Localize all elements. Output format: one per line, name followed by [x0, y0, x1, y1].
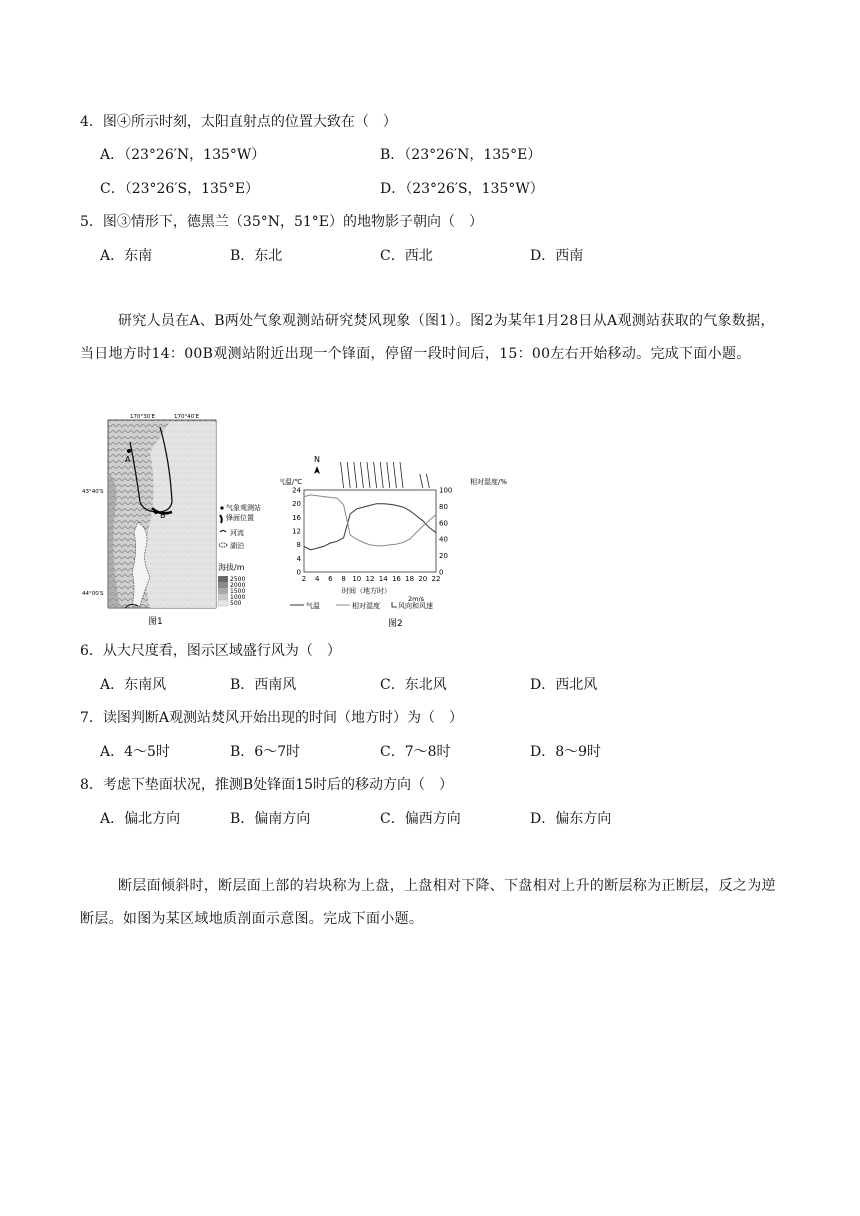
- wind-arrow-0: [341, 462, 344, 488]
- elev-1000: 1000: [230, 594, 246, 601]
- north-label: N: [314, 455, 320, 464]
- lon-label-1: 170°30′E: [130, 414, 155, 420]
- station-b-marker: [154, 510, 158, 514]
- q8-option-a: A．偏北方向: [100, 811, 181, 827]
- q7-option-c: C．7～8时: [380, 744, 451, 760]
- y-right-tick-2: 40: [439, 535, 448, 544]
- q6-option-a: A．东南风: [100, 677, 167, 693]
- y-right-tick-5: 100: [439, 486, 453, 495]
- x-tick-2: 6: [328, 575, 333, 583]
- figure-1-map: [80, 412, 270, 632]
- legend-front: 锋面位置: [226, 514, 254, 522]
- label-a: A: [125, 455, 131, 464]
- lat-label-1: 43°40′S: [82, 489, 104, 495]
- q7-option-d: D．8～9时: [530, 744, 602, 760]
- legend-temperature: 气温: [306, 602, 320, 610]
- q5-option-c: C．西北: [380, 248, 433, 264]
- wind-arrow-4: [367, 462, 370, 488]
- q7-option-b: B．6～7时: [230, 744, 301, 760]
- q5-option-b: B．东北: [230, 248, 283, 264]
- x-axis-label: 时间（地方时）: [342, 587, 391, 595]
- y-left-tick-5: 20: [292, 500, 301, 509]
- y-right-tick-4: 80: [439, 502, 448, 511]
- x-tick-6: 14: [378, 575, 388, 583]
- wind-arrow-6: [380, 462, 383, 488]
- q6-option-b: B．西南风: [230, 677, 297, 693]
- x-tick-9: 20: [418, 575, 428, 583]
- x-tick-5: 12: [365, 575, 375, 583]
- q6-option-c: C．东北风: [380, 677, 447, 693]
- wind-arrow-9: [400, 462, 403, 488]
- figure-2-chart: [280, 440, 520, 632]
- q8-option-d: D．偏东方向: [530, 811, 612, 827]
- q7-option-a: A．4～5时: [100, 744, 170, 760]
- station-a-marker: [127, 449, 131, 453]
- y-right-tick-1: 20: [439, 552, 448, 561]
- passage-fault: 断层面倾斜时，断层面上部的岩块称为上盘，上盘相对下降、下盘相对上升的断层称为正断层，反之为逆断层。如图为某区域地质剖面示意图。完成下面小题。: [80, 878, 776, 927]
- wind-arrow-11: [426, 474, 429, 488]
- q4-option-c: C．（23°26′S，135°E）: [100, 181, 260, 197]
- y-right-ticks: [439, 487, 452, 577]
- q8-option-c: C．偏西方向: [380, 811, 461, 827]
- y-left-tick-2: 8: [296, 541, 301, 550]
- lon-label-2: 170°40′E: [174, 414, 199, 420]
- legend-lake: 湖泊: [230, 542, 244, 550]
- x-tick-8: 18: [405, 575, 415, 583]
- x-tick-1: 4: [314, 575, 320, 583]
- x-ticks: [302, 575, 441, 583]
- y-left-tick-6: 24: [292, 486, 301, 495]
- legend-elev-title: 海拔/m: [218, 563, 245, 572]
- wind-arrow-3: [360, 462, 363, 488]
- y-left-tick-3: 12: [292, 527, 301, 536]
- wind-arrow-1: [347, 462, 350, 488]
- elev-500: 500: [230, 600, 242, 607]
- x-tick-4: 10: [352, 575, 362, 583]
- q6-option-d: D．西北风: [530, 677, 598, 693]
- y-left-tick-0: 0: [296, 568, 301, 577]
- y-left-label: 气温/℃: [280, 478, 303, 486]
- x-tick-0: 2: [301, 575, 307, 583]
- q4-option-a: A．（23°26′N，135°W）: [100, 147, 266, 163]
- label-b: B: [160, 511, 166, 520]
- wind-scale-label: 2m/s: [408, 595, 425, 603]
- q5-option-a: A．东南: [100, 248, 153, 264]
- y-right-label: 相对湿度/%: [470, 478, 508, 486]
- elev-1500: 1500: [230, 588, 246, 595]
- legend-station: 气象观测站: [226, 504, 261, 512]
- y-left-tick-1: 4: [296, 554, 301, 563]
- question-4-stem: 4．图④所示时刻，太阳直射点的位置大致在（ ）: [80, 114, 397, 130]
- q5-option-d: D．西南: [530, 248, 584, 264]
- wind-arrow-5: [374, 462, 377, 488]
- wind-arrow-2: [354, 462, 357, 488]
- figure-2-caption: 图2: [388, 619, 403, 629]
- wind-arrow-7: [387, 462, 390, 488]
- question-8-stem: 8．考虑下垫面状况，推测B处锋面15时后的移动方向（ ）: [80, 777, 454, 793]
- figure-1-caption: 图1: [148, 617, 163, 627]
- legend-river: 河流: [230, 529, 244, 537]
- series-humidity: [304, 495, 436, 546]
- elev-2500: 2500: [230, 576, 246, 583]
- wind-arrow-10: [420, 474, 423, 488]
- y-left-ticks: [292, 487, 301, 577]
- question-6-stem: 6．从大尺度看，图示区域盛行风为（ ）: [80, 643, 341, 659]
- passage-foehn: 研究人员在A、B两处气象观测站研究焚风现象（图1）。图2为某年1月28日从A观测站获取的气象数据，当日地方时14：00B观测站附近出现一个锋面，停留一段时间后，15：00左右开始移动。完成下面小题。: [80, 313, 775, 362]
- north-arrow-icon: [314, 466, 320, 474]
- lat-label-2: 44°00′S: [82, 591, 104, 597]
- q8-option-b: B．偏南方向: [230, 811, 311, 827]
- y-right-tick-0: 0: [439, 568, 444, 577]
- x-tick-10: 22: [431, 575, 441, 583]
- question-5-stem: 5．图③情形下，德黑兰（35°N，51°E）的地物影子朝向（ ）: [80, 214, 484, 230]
- question-7-stem: 7．读图判断A观测站焚风开始出现的时间（地方时）为（ ）: [80, 710, 464, 726]
- x-tick-3: 8: [341, 575, 346, 583]
- q4-option-d: D．（23°26′S，135°W）: [380, 181, 544, 197]
- x-tick-7: 16: [391, 575, 401, 583]
- wind-arrow-8: [393, 462, 396, 488]
- plot-area: [304, 490, 436, 572]
- y-left-tick-4: 16: [292, 513, 301, 522]
- legend-humidity: 相对湿度: [352, 602, 380, 610]
- wind-arrows: [341, 462, 430, 488]
- q4-option-b: B．（23°26′N，135°E）: [380, 147, 542, 163]
- y-right-tick-3: 60: [439, 519, 448, 528]
- legend-wind: 风向和风速: [398, 602, 433, 610]
- series-temperature: [304, 504, 436, 550]
- elev-2000: 2000: [230, 582, 246, 589]
